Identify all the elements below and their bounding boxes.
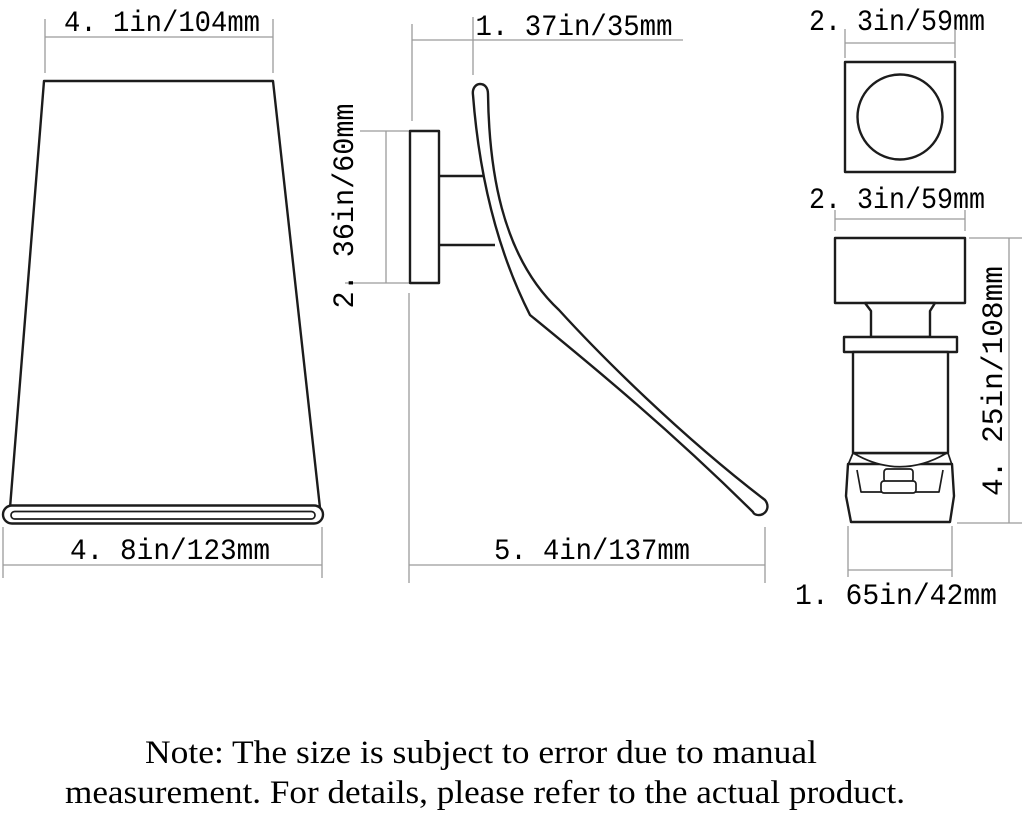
dim-label-base-width: 1. 65in/42mm — [795, 580, 997, 614]
spout-curve-blade — [473, 84, 768, 515]
handle-top-view — [809, 6, 985, 172]
handle-flange — [844, 337, 957, 352]
handle-side-block — [835, 238, 965, 303]
note-line-2: measurement. For details, please refer to the actual product. — [65, 775, 905, 811]
handle-side-view — [795, 184, 1022, 614]
spout-side-view — [329, 11, 767, 583]
dim-label-spout-bottom-width: 4. 8in/123mm — [70, 535, 270, 569]
dim-label-plate-height: 2. 36in/60mm — [329, 92, 363, 309]
dim-label-reach: 5. 4in/137mm — [494, 535, 690, 569]
handle-top-circle — [858, 75, 943, 160]
valve-body — [853, 352, 948, 453]
dim-label-tip-offset: 1. 37in/35mm — [475, 11, 673, 45]
handle-neck — [865, 303, 935, 337]
spout-front-lip-inner — [11, 512, 315, 520]
aerator-tab-lower — [881, 481, 916, 493]
wall-plate — [410, 131, 439, 283]
dim-label-handle-height: 4. 25in/108mm — [978, 261, 1012, 496]
spout-front-body — [10, 81, 320, 508]
aerator-tab-upper — [884, 469, 913, 482]
note — [65, 735, 905, 811]
dim-label-handle-side-width: 2. 3in/59mm — [809, 184, 985, 218]
dim-label-spout-top-width: 4. 1in/104mm — [64, 7, 260, 41]
spout-front-view — [3, 7, 323, 578]
dim-label-handle-top-width: 2. 3in/59mm — [809, 6, 985, 40]
note-line-1: Note: The size is subject to error due to manual — [145, 735, 817, 771]
